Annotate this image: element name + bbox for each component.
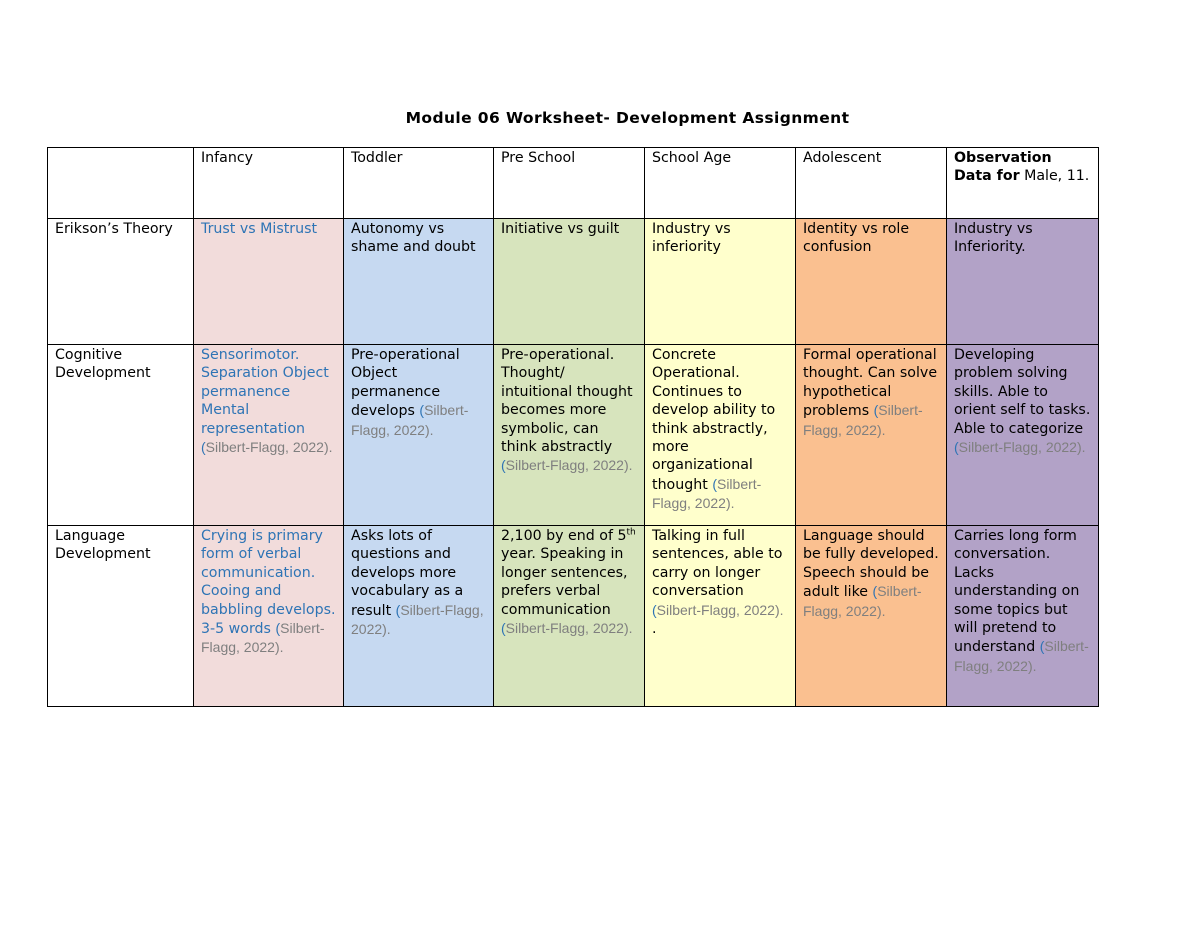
observation-header-rest: Male, 11.: [1019, 168, 1090, 185]
cognitive-school-age-cell: [645, 345, 796, 526]
language-infancy-cell: [194, 526, 344, 707]
citation: (Silbert-Flagg, 2022).: [652, 475, 762, 512]
cognitive-adolescent-cell: [796, 345, 947, 526]
trailing-period: .: [652, 621, 657, 638]
cell-text-b: year. Speaking in longer sentences, prefers verbal communication: [501, 546, 628, 618]
erikson-toddler-cell: Autonomy vs shame and doubt: [344, 219, 494, 345]
cell-text: Crying is primary form of verbal communication. Cooing and babbling develops. 3-5 words: [201, 528, 336, 638]
citation: (Silbert-Flagg, 2022).: [501, 620, 633, 637]
row-cognitive: [48, 345, 1099, 526]
citation: (Silbert-Flagg, 2022).: [501, 457, 633, 474]
row-label-erikson: Erikson’s Theory: [48, 219, 194, 345]
language-school-age-cell: [645, 526, 796, 707]
citation: (Silbert-Flagg, 2022).: [351, 402, 469, 438]
observation-header-bold: Observation Data for: [954, 150, 1052, 185]
development-table: [47, 147, 1099, 707]
language-toddler-cell: [344, 526, 494, 707]
cell-text: Talking in full sentences, able to carry on longer conversation: [652, 528, 783, 600]
language-preschool-cell: [494, 526, 645, 707]
citation: (Silbert-Flagg, 2022).: [201, 620, 325, 656]
erikson-school-age-cell: Industry vs inferiority: [645, 219, 796, 345]
header-cell-empty: [48, 148, 194, 219]
cell-text: Formal operational thought. Can solve hypothetical problems: [803, 347, 938, 420]
erikson-infancy-cell: Trust vs Mistrust: [194, 219, 344, 345]
header-cell-infancy: Infancy: [194, 148, 344, 219]
header-cell-adolescent: Adolescent: [796, 148, 947, 219]
header-row: [48, 148, 1099, 219]
row-label-cognitive: Cognitive Development: [48, 345, 194, 526]
cognitive-infancy-cell: [194, 345, 344, 526]
citation: (Silbert-Flagg, 2022).: [954, 638, 1089, 674]
header-cell-observation: [947, 148, 1099, 219]
header-cell-toddler: Toddler: [344, 148, 494, 219]
citation: (Silbert-Flagg, 2022).: [954, 439, 1086, 456]
page-title: Module 06 Worksheet- Development Assignment: [405, 109, 850, 127]
superscript: th: [626, 527, 636, 538]
citation: (Silbert-Flagg, 2022).: [201, 439, 333, 456]
citation: (Silbert-Flagg, 2022).: [351, 601, 484, 638]
citation: (Silbert-Flagg, 2022).: [803, 583, 922, 619]
row-erikson: [48, 219, 1099, 345]
cell-text: Asks lots of questions and develops more vocabulary as a result: [351, 528, 464, 619]
citation: (Silbert-Flagg, 2022).: [652, 601, 784, 618]
erikson-observation-cell: Industry vs Inferiority.: [947, 219, 1099, 345]
cell-text: Developing problem solving skills. Able to orient self to tasks. Able to categorize: [954, 347, 1091, 437]
cell-text: Concrete Operational. Continues to develop ability to think abstractly, more organizational thought: [652, 347, 776, 493]
citation: (Silbert-Flagg, 2022).: [803, 402, 923, 438]
cognitive-preschool-cell: [494, 345, 645, 526]
header-cell-preschool: Pre School: [494, 148, 645, 219]
erikson-preschool-cell: Initiative vs guilt: [494, 219, 645, 345]
language-observation-cell: [947, 526, 1099, 707]
cell-text: Language should be fully developed. Speech should be adult like: [803, 528, 939, 601]
cell-text: Pre-operational. Thought/ intuitional thought becomes more symbolic, can think abstractly: [501, 347, 633, 456]
cognitive-observation-cell: [947, 345, 1099, 526]
erikson-adolescent-cell: Identity vs role confusion: [796, 219, 947, 345]
cell-text: Pre-operational Object permanence develops: [351, 347, 460, 420]
cognitive-toddler-cell: [344, 345, 494, 526]
language-adolescent-cell: [796, 526, 947, 707]
header-cell-school-age: School Age: [645, 148, 796, 219]
row-label-language: Language Development: [48, 526, 194, 707]
cell-text-a: 2,100 by end of 5: [501, 528, 627, 544]
cell-text: Sensorimotor. Separation Object permanence Mental representation: [201, 347, 329, 437]
cell-text: Carries long form conversation. Lacks understanding on some topics but will pretend to understand: [954, 528, 1080, 656]
row-language: [48, 526, 1099, 707]
